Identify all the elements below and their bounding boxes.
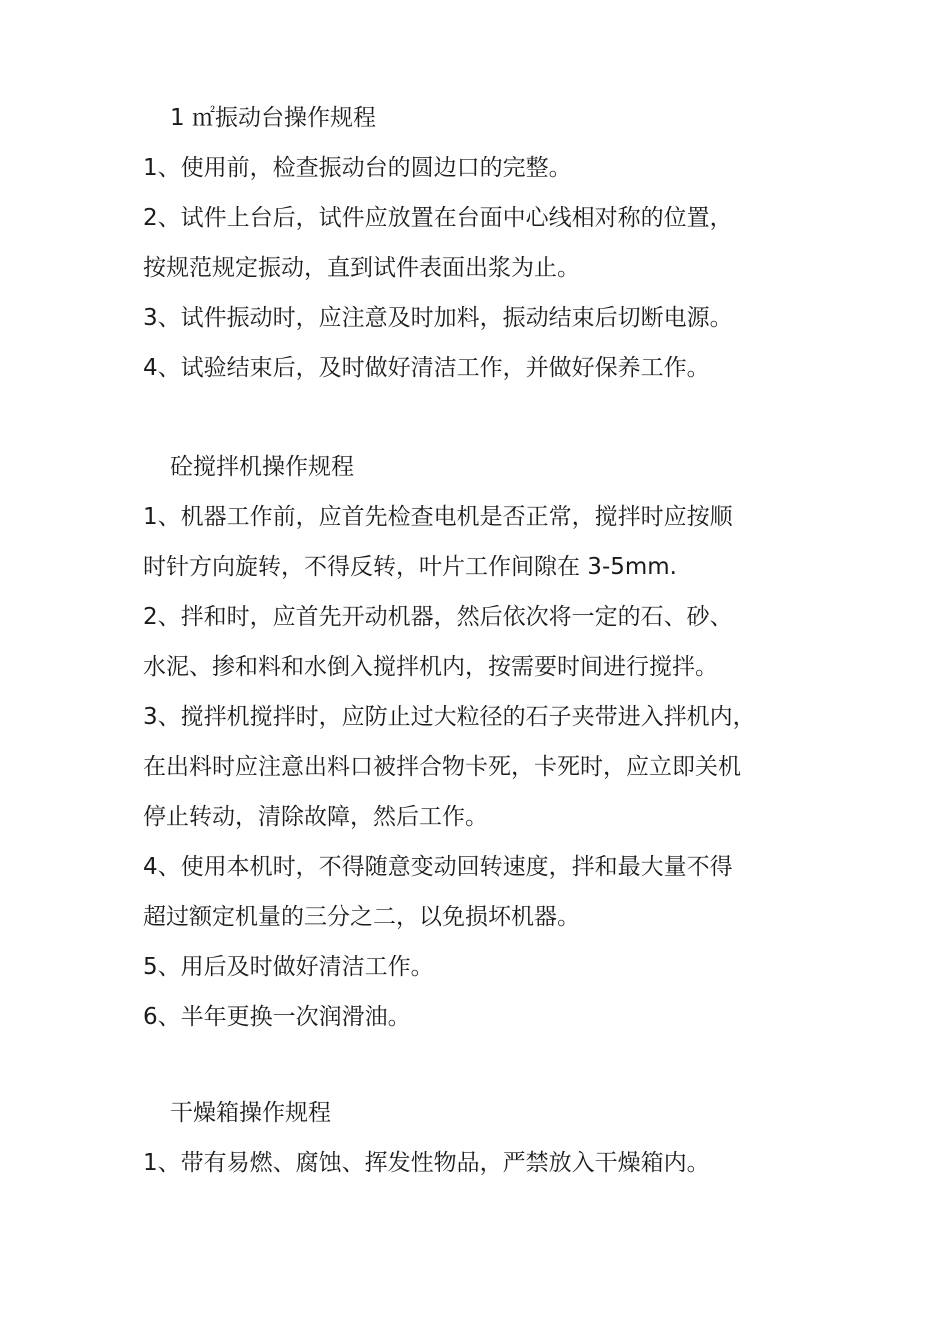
paragraph-line: 3、试件振动时，应注意及时加料，振动结束后切断电源。	[143, 305, 733, 331]
paragraph-line: 5、用后及时做好清洁工作。	[143, 954, 434, 980]
paragraph-line: 时针方向旋转，不得反转，叶片工作间隙在 3-5mm.	[143, 554, 677, 580]
paragraph-line: 在出料时应注意出料口被拌合物卡死，卡死时，应立即关机	[143, 754, 741, 780]
section-title: 干燥箱操作规程	[170, 1100, 331, 1126]
paragraph-line: 1、使用前，检查振动台的圆边口的完整。	[143, 155, 572, 181]
paragraph-line: 1、带有易燃、腐蚀、挥发性物品，严禁放入干燥箱内。	[143, 1150, 710, 1176]
paragraph-line: 3、搅拌机搅拌时，应防止过大粒径的石子夹带进入拌机内，	[143, 704, 756, 730]
paragraph-line: 超过额定机量的三分之二，以免损坏机器。	[143, 904, 580, 930]
paragraph-line: 4、试验结束后，及时做好清洁工作，并做好保养工作。	[143, 355, 710, 381]
paragraph-line: 6、半年更换一次润滑油。	[143, 1004, 411, 1030]
paragraph-line: 1、机器工作前，应首先检查电机是否正常，搅拌时应按顺	[143, 504, 733, 530]
paragraph-line: 2、拌和时，应首先开动机器，然后依次将一定的石、砂、	[143, 604, 733, 630]
section-concrete-mixer	[143, 442, 813, 1042]
section-title: 1 ㎡振动台操作规程	[170, 105, 376, 131]
paragraph-line: 水泥、掺和料和水倒入搅拌机内，按需要时间进行搅拌。	[143, 654, 718, 680]
section-title: 砼搅拌机操作规程	[170, 454, 354, 480]
paragraph-line: 2、试件上台后，试件应放置在台面中心线相对称的位置，	[143, 205, 733, 231]
paragraph-line: 4、使用本机时，不得随意变动回转速度，拌和最大量不得	[143, 854, 733, 880]
section-vibration-table	[143, 93, 813, 393]
paragraph-line: 停止转动，清除故障，然后工作。	[143, 804, 488, 830]
paragraph-line: 按规范规定振动，直到试件表面出浆为止。	[143, 255, 580, 281]
section-drying-oven	[143, 1088, 813, 1188]
